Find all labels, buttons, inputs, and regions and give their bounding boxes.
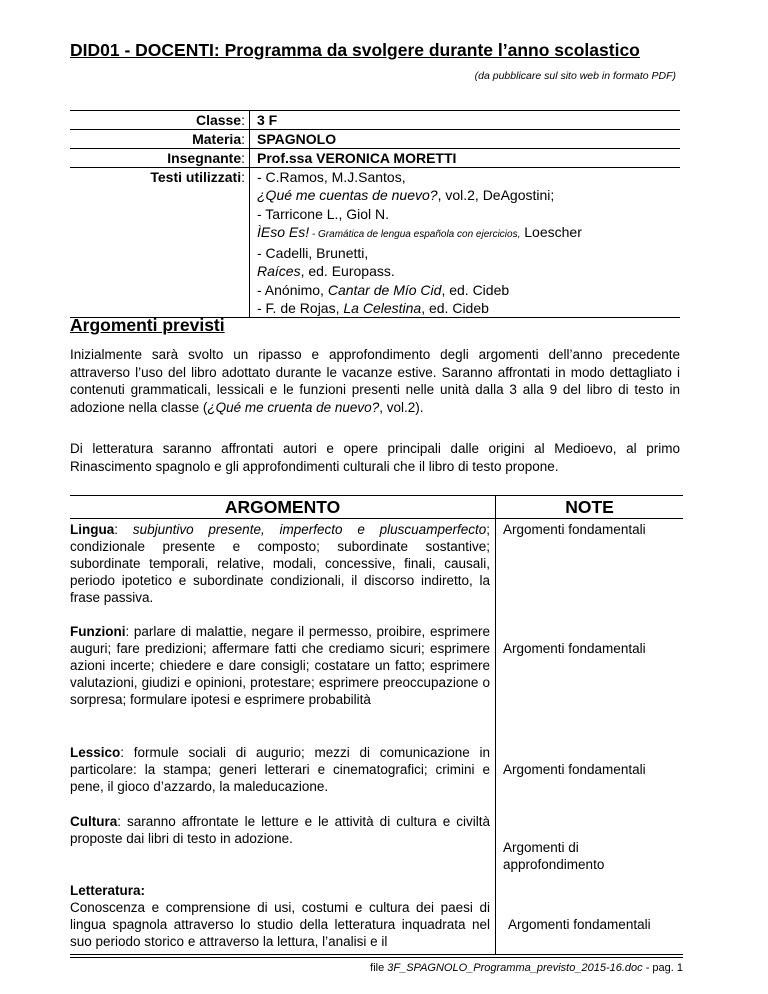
book-2-authors: - Tarricone L., Giol N.	[257, 205, 390, 222]
document-title: DID01 - DOCENTI: Programma da svolgere durante l’anno scolastico	[70, 40, 640, 60]
argomenti-table	[70, 495, 683, 955]
letteratura-note: Argomenti fondamentali	[508, 917, 651, 932]
lessico-note: Argomenti fondamentali	[503, 762, 646, 777]
col-note-header: NOTE	[565, 497, 614, 517]
cultura-cell: Cultura: saranno affrontate le letture e le attività di cultura e civiltà proposte dai libri di testo in adozione.	[70, 799, 496, 868]
col-argomento-header: ARGOMENTO	[70, 496, 496, 518]
testi-label: Testi utilizzati:	[70, 168, 250, 317]
insegnante-label: Insegnante:	[70, 149, 250, 167]
classe-value: 3 F	[257, 112, 278, 128]
page-footer: file 3F_SPAGNOLO_Programma_previsto_2015-16.doc - pag. 1	[370, 962, 683, 974]
info-row-materia	[70, 130, 680, 149]
books-list	[250, 168, 680, 317]
lessico-cell: Lessico: formule sociali di augurio; mezzi di comunicazione in particolare: la stampa; generi letterari e cinematografici; crimini e pene, il gioco d’azzardo, la maleducazione.	[70, 730, 496, 799]
intro-paragraph-1: Inizialmente sarà svolto un ripasso e approfondimento degli argomenti dell’anno precedente attraverso l’uso del libro adottato durante le vacanze estive. Saranno affrontati in modo dettagliato i contenuti grammaticali, lessicali e le funzioni presenti nelle unità dalla 3 alla 9 del libro di testo in adozione nella classe (¿Qué me cruenta de nuevo?, vol.2).	[70, 347, 680, 415]
table-row-funzioni	[70, 609, 683, 730]
table-header	[70, 496, 683, 518]
book-5-line: - F. de Rojas, La Celestina, ed. Cideb	[257, 300, 489, 317]
cultura-note: Argomenti di approfondimento	[503, 840, 605, 872]
table-row-cultura	[70, 799, 683, 872]
insegnante-value: Prof.ssa VERONICA MORETTI	[257, 150, 457, 166]
funzioni-cell: Funzioni: parlare di malattie, negare il permesso, proibire, esprimere auguri; fare predizioni; affermare fatti che crediamo sicuri; esprimere azioni incerte; chiedere e dare consigli; costatare un fatto; esprimere valutazioni, giudizi e opinioni, protestare; esprimere preoccupazione o sorpresa; formulare ipotesi e esprimere probabilità	[70, 609, 496, 730]
materia-label: Materia:	[70, 130, 250, 148]
intro-paragraph-2: Di letteratura saranno affrontati autori e opere principali dalle origini al Medioevo, al primo Rinascimento spagnolo e gli approfondimenti culturali che il libro di testo propone.	[70, 441, 680, 474]
footer-divider	[70, 957, 683, 958]
book-4-line: - Anónimo, Cantar de Mío Cid, ed. Cideb	[257, 281, 510, 298]
table-row-lingua	[70, 518, 683, 609]
info-row-insegnante	[70, 149, 680, 168]
table-row-letteratura	[70, 868, 683, 954]
book-3-title-line: Raíces, ed. Europass.	[257, 263, 395, 280]
book-1-authors: - C.Ramos, M.J.Santos,	[257, 169, 406, 185]
lingua-cell: Lingua: subjuntivo presente, imperfecto e pluscuamperfecto; condizionale presente e composto; subordinate sostantive; subordinate temporali, relative, modali, concessive, finali, causali, periodo ipotetico e subordinate condizionali, il discorso indiretto, la frase passiva.	[70, 518, 496, 609]
info-table	[70, 110, 680, 318]
section-heading: Argomenti previsti	[70, 315, 225, 335]
classe-label: Classe:	[70, 111, 250, 129]
table-row-lessico	[70, 730, 683, 799]
book-2-title-line: ÌEso Es! - Gramática de lengua española con ejercicios, Loescher	[257, 223, 582, 240]
funzioni-note: Argomenti fondamentali	[503, 641, 646, 656]
info-row-testi	[70, 168, 680, 317]
book-1-title-line: ¿Qué me cuentas de nuevo?, vol.2, DeAgostini;	[257, 187, 555, 204]
letteratura-cell: Letteratura: Conoscenza e comprensione di usi, costumi e cultura dei paesi di lingua spagnola attraverso lo studio della letteratura inquadrata nel suo periodo storico e attraverso la lettura, l’analisi e il	[70, 868, 496, 954]
lingua-note: Argomenti fondamentali	[496, 518, 683, 609]
info-row-classe	[70, 111, 680, 130]
book-3-authors: - Cadelli, Brunetti,	[257, 245, 369, 262]
materia-value: SPAGNOLO	[257, 131, 337, 147]
document-subtitle: (da pubblicare sul sito web in formato PDF)	[474, 70, 676, 82]
